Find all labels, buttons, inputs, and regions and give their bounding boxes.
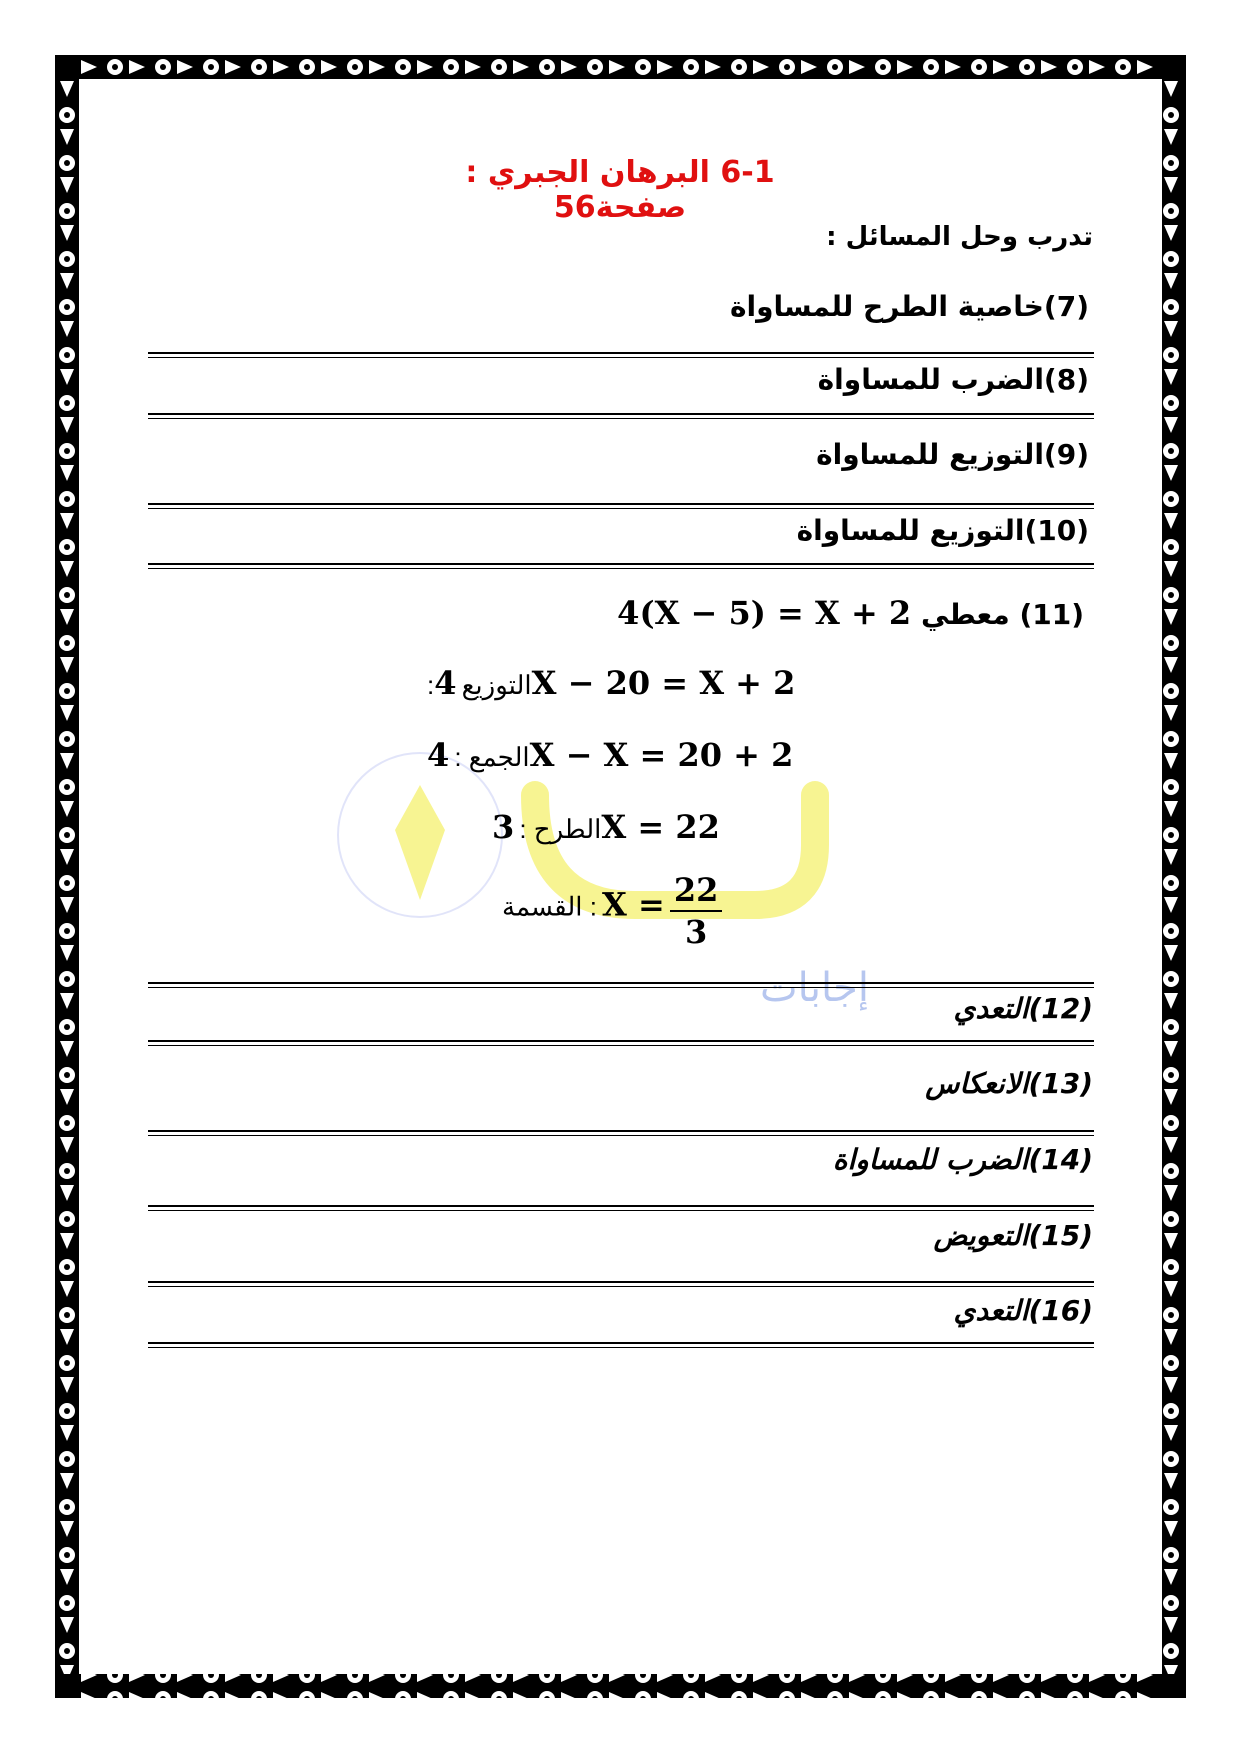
section-heading: تدرب وحل المسائل : [826,222,1093,252]
item-answer: الضرب للمساواة [832,1143,1029,1176]
item-14 [833,1143,1093,1176]
fraction [670,870,723,952]
item-answer: التعدي [953,1294,1029,1327]
answer-divider [148,352,1094,358]
item-answer: التعدي [953,992,1029,1025]
item-15 [934,1219,1093,1252]
item-answer: التوزيع للمساواة [816,438,1044,471]
item-number: (13) [1028,1067,1093,1100]
item-10 [797,514,1089,547]
step-label: :التوزيع [427,670,532,700]
answer-divider [148,1040,1094,1046]
item-answer: التوزيع للمساواة [796,514,1025,547]
step-equation: 4X − 20 = X + 2 [434,664,796,702]
step-label: الجمع : [454,742,530,772]
solution-step-add [427,736,793,774]
solution-step-divide [502,870,722,952]
item-11 [617,594,1084,632]
item-7 [730,290,1089,323]
item-answer: التعويض [933,1219,1029,1252]
step-label: القسمة : [502,891,597,922]
item-number: (11) [1019,598,1084,631]
step-equation: 3X = 22 [492,808,720,846]
answer-divider [148,563,1094,569]
item-answer: خاصية الطرح للمساواة [730,290,1044,323]
item-13 [925,1067,1093,1100]
step-label: الطرح : [519,814,602,844]
answer-divider [148,503,1094,509]
item-16 [954,1294,1093,1327]
solution-step-subtract [492,808,720,846]
item-answer: معطي [920,598,1010,631]
answer-divider [148,982,1094,988]
item-number: (8) [1043,363,1089,396]
item-12 [954,992,1093,1025]
answer-divider [148,413,1094,419]
item-number: (14) [1028,1143,1093,1176]
answer-divider [148,1205,1094,1211]
item-number: (12) [1028,992,1093,1025]
fraction-numerator: 22 [670,870,723,912]
item-number: (9) [1043,438,1089,471]
item-answer: الانعكاس [925,1067,1029,1100]
item-number: (10) [1024,514,1089,547]
item-number: (7) [1043,290,1089,323]
solution-step-distribute [427,664,795,702]
answer-divider [148,1130,1094,1136]
step-lhs: X = [602,885,665,924]
watermark-text: إجابات [760,965,870,1011]
step-equation: 4X − X = 20 + 2 [427,736,794,774]
given-equation: 4(X − 5) = X + 2 [617,594,912,632]
item-9 [816,438,1089,471]
item-number: (16) [1028,1294,1093,1327]
item-answer: الضرب للمساواة [817,363,1044,396]
page-title: 6-1 البرهان الجبري : صفحة56 [465,155,775,225]
answer-divider [148,1342,1094,1348]
item-number: (15) [1028,1219,1093,1252]
item-8 [818,363,1089,396]
answer-divider [148,1281,1094,1287]
fraction-denominator: 3 [685,913,708,951]
